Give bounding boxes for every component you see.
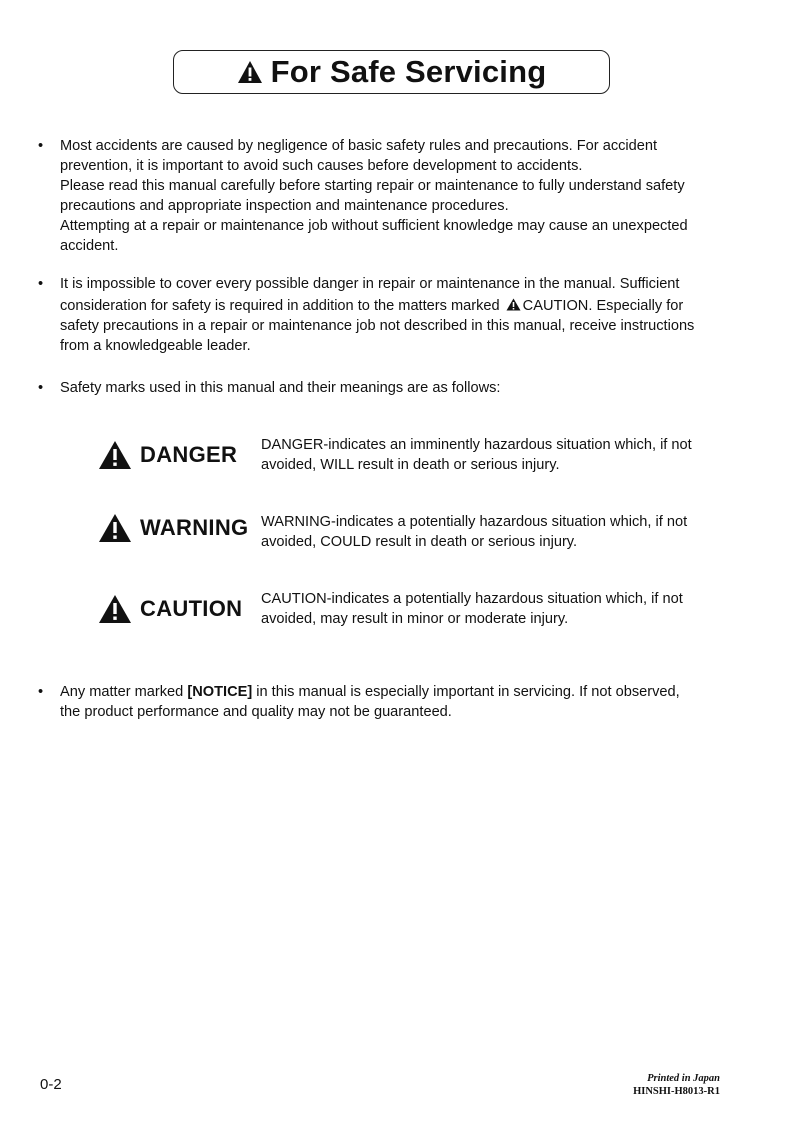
text-line: Most accidents are caused by negligence of basic safety rules and precautions. For accident: [60, 138, 658, 154]
text-line: [60, 296, 720, 316]
caution-description: [261, 589, 721, 629]
bullet-dot: •: [38, 380, 44, 396]
text-segment: consideration for safety is required in addition to the matters marked: [60, 298, 500, 314]
text-line: CAUTION-indicates a potentially hazardous situation which, if not: [261, 591, 683, 607]
text-line: safety precautions in a repair or maintenance job not described in this manual, receive instructions: [60, 318, 695, 334]
warning-triangle-icon: [98, 513, 132, 543]
text-line: Attempting at a repair or maintenance job without sufficient knowledge may cause an unexpected: [60, 218, 688, 234]
text-line: prevention, it is important to avoid such causes before development to accidents.: [60, 158, 583, 174]
warning-triangle-icon: [506, 298, 521, 311]
text-segment: CAUTION. Especially for: [522, 298, 684, 314]
text-line: Please read this manual carefully before starting repair or maintenance to fully understand safety: [60, 178, 685, 194]
text-line: WARNING-indicates a potentially hazardous situation which, if not: [261, 514, 688, 530]
text-line: DANGER-indicates an imminently hazardous situation which, if not: [261, 437, 692, 453]
warning-triangle-icon: [98, 440, 132, 470]
text-line: [60, 682, 720, 702]
danger-label: DANGER: [140, 442, 238, 467]
printed-in-label: Printed in Japan: [647, 1073, 720, 1084]
danger-mark: [98, 440, 237, 470]
bullet-dot: •: [38, 684, 44, 700]
warning-triangle-icon: [237, 60, 263, 84]
text-line: It is impossible to cover every possible danger in repair or maintenance in the manual. Sufficient: [60, 276, 680, 292]
warning-mark: [98, 513, 248, 543]
danger-description: [261, 435, 721, 475]
text-segment: in this manual is especially important in servicing. If not observed,: [256, 684, 680, 700]
warning-triangle-icon: [98, 594, 132, 624]
text-line: avoided, COULD result in death or serious injury.: [261, 534, 578, 550]
text-line: from a knowledgeable leader.: [60, 338, 251, 354]
warning-description: [261, 512, 721, 552]
page-title-box: [173, 50, 610, 94]
caution-label: CAUTION: [140, 596, 243, 621]
bullet-dot: •: [38, 138, 44, 154]
text-segment: Any matter marked: [60, 684, 184, 700]
document-code: HINSHI-H8013-R1: [633, 1086, 720, 1097]
text-line: precautions and appropriate inspection and maintenance procedures.: [60, 198, 509, 214]
page-number: 0-2: [40, 1076, 62, 1093]
text-line: Safety marks used in this manual and their meanings are as follows:: [60, 380, 501, 396]
text-line: avoided, may result in minor or moderate injury.: [261, 611, 569, 627]
caution-mark: [98, 594, 242, 624]
warning-label: WARNING: [140, 515, 249, 540]
text-line: avoided, WILL result in death or serious injury.: [261, 457, 560, 473]
footer-print-info: [633, 1072, 720, 1098]
page-title: For Safe Servicing: [270, 54, 547, 89]
notice-label: [NOTICE]: [187, 684, 253, 700]
text-line: the product performance and quality may not be guaranteed.: [60, 704, 452, 720]
text-line: accident.: [60, 238, 119, 254]
bullet-dot: •: [38, 276, 44, 292]
